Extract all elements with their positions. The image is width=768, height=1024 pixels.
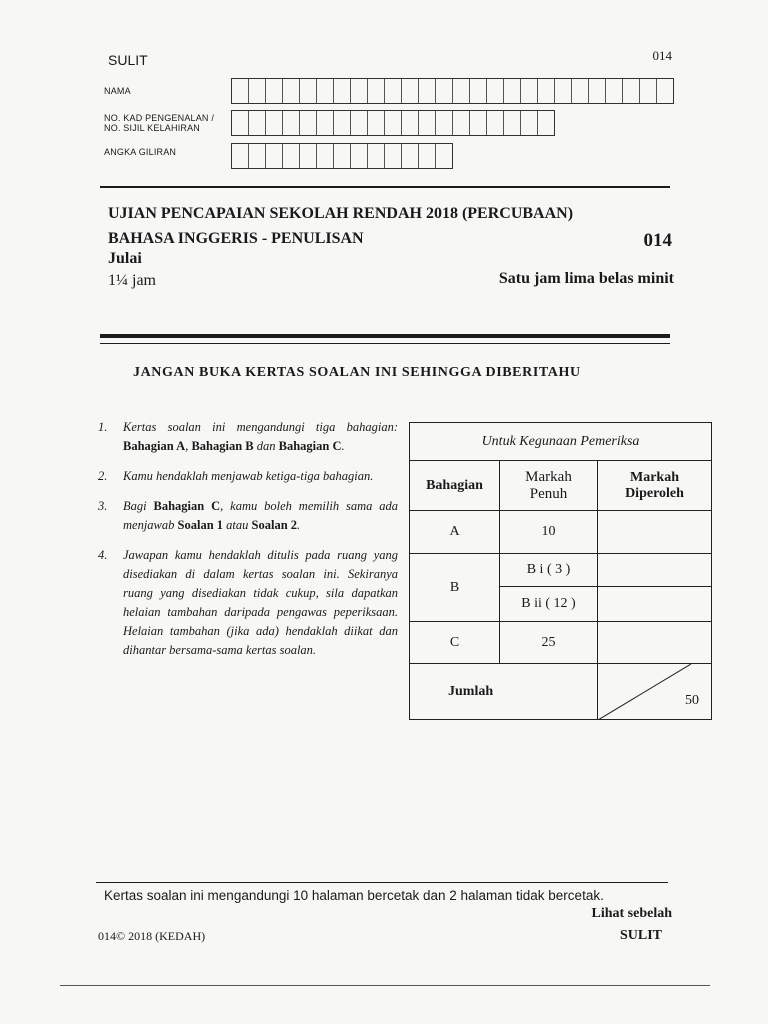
- kad-label: [104, 113, 214, 133]
- header-bahagian: Bahagian: [410, 461, 500, 511]
- instruction-item: [98, 418, 398, 456]
- instruction-item: [98, 467, 398, 486]
- instruction-item: [98, 546, 398, 660]
- row-b-section: B: [410, 554, 500, 622]
- row-a-score[interactable]: [598, 511, 712, 554]
- instruction-fragment: dan: [253, 439, 279, 453]
- row-a-full: 10: [500, 511, 598, 554]
- nama-boxes[interactable]: [231, 78, 674, 104]
- rule-bottom-edge: [60, 985, 710, 986]
- row-c-full: 25: [500, 622, 598, 664]
- marks-table: [409, 422, 712, 720]
- page-count-note: Kertas soalan ini mengandungi 10 halaman bercetak dan 2 halaman tidak bercetak.: [104, 888, 604, 903]
- row-b-score-ii[interactable]: [598, 587, 712, 622]
- angka-boxes[interactable]: [231, 143, 453, 169]
- kad-boxes[interactable]: [231, 110, 555, 136]
- duration-words: Satu jam lima belas minit: [498, 270, 674, 287]
- instruction-text: [123, 467, 398, 486]
- sulit-bottom: SULIT: [619, 928, 662, 943]
- warning-text: JANGAN BUKA KERTAS SOALAN INI SEHINGGA DIBERITAHU: [133, 365, 581, 380]
- row-a-section: A: [410, 511, 500, 554]
- paper-code-top: 014: [652, 48, 672, 63]
- instruction-number: 3.: [98, 499, 108, 513]
- instruction-number: 2.: [98, 469, 108, 483]
- instruction-fragment: Kertas soalan ini mengandungi tiga bahagian:: [123, 420, 398, 434]
- instruction-bold-term: Bahagian C: [153, 499, 221, 513]
- row-c-score[interactable]: [598, 622, 712, 664]
- instruction-fragment: Bagi: [123, 499, 154, 513]
- kad-label-line1: NO. KAD PENGENALAN /: [104, 113, 215, 123]
- instruction-text: [123, 497, 398, 535]
- instruction-fragment: Jawapan kamu hendaklah ditulis pada ruang yang disediakan di dalam kertas soalan ini. Sekiranya ruang yang disediakan tidak cukup, sila dapatkan helaian tambahan daripada pengawas peperiksaan. Helaian tambahan (jika ada) hendaklah diikat dan dihantar bersama-sama kertas soalan.: [123, 548, 398, 657]
- total-diagonal: [598, 664, 691, 720]
- instruction-number: 1.: [98, 420, 108, 434]
- row-c-section: C: [410, 622, 500, 664]
- lihat-sebelah: Lihat sebelah: [591, 906, 672, 921]
- instruction-item: [98, 497, 398, 535]
- row-b-full-ii: B ii ( 12 ): [500, 587, 598, 622]
- instruction-bold-term: Soalan 1: [177, 518, 224, 532]
- instructions-list: [98, 418, 398, 671]
- rule-header: [100, 186, 670, 188]
- table-caption: Untuk Kegunaan Pemeriksa: [410, 423, 712, 461]
- instruction-text: [123, 418, 398, 456]
- paper-code: 014: [643, 230, 672, 251]
- total-cell[interactable]: [598, 664, 712, 720]
- row-b-full-i: B i ( 3 ): [500, 554, 598, 587]
- instruction-number: 4.: [98, 548, 108, 562]
- instruction-text: [123, 546, 398, 660]
- rule-footer: [96, 882, 668, 883]
- instruction-fragment: , kamu boleh memilih sama ada menjawab: [123, 499, 399, 532]
- row-b-score-i[interactable]: [598, 554, 712, 587]
- copyright: 014© 2018 (KEDAH): [98, 929, 206, 943]
- instruction-bold-term: Bahagian C: [278, 439, 342, 453]
- subject-title: BAHASA INGGERIS - PENULISAN: [108, 230, 364, 247]
- instruction-bold-term: Bahagian B: [191, 439, 254, 453]
- month-label: Julai: [108, 250, 142, 267]
- instruction-fragment: Kamu hendaklah menjawab ketiga-tiga bahagian.: [123, 469, 374, 483]
- kad-label-line2: NO. SIJIL KELAHIRAN: [104, 123, 200, 133]
- exam-title: UJIAN PENCAPAIAN SEKOLAH RENDAH 2018 (PERCUBAAN): [108, 205, 574, 222]
- instruction-bold-term: Soalan 2: [251, 518, 298, 532]
- instruction-bold-term: Bahagian A: [123, 439, 186, 453]
- duration-label: 1¼ jam: [108, 272, 156, 289]
- instruction-fragment: .: [341, 439, 345, 453]
- header-markah-diperoleh: Markah Diperoleh: [598, 461, 712, 511]
- header-markah-penuh: Markah Penuh: [500, 461, 598, 511]
- rule-thin: [100, 343, 670, 344]
- instruction-fragment: atau: [223, 518, 252, 532]
- rule-thick: [100, 334, 670, 338]
- total-value: 50: [685, 693, 699, 708]
- sulit-label: SULIT: [108, 52, 148, 68]
- angka-label: ANGKA GILIRAN: [104, 147, 177, 157]
- nama-label: NAMA: [104, 86, 131, 96]
- total-label: Jumlah: [410, 664, 598, 720]
- instruction-fragment: .: [297, 518, 301, 532]
- instruction-fragment: ,: [185, 439, 192, 453]
